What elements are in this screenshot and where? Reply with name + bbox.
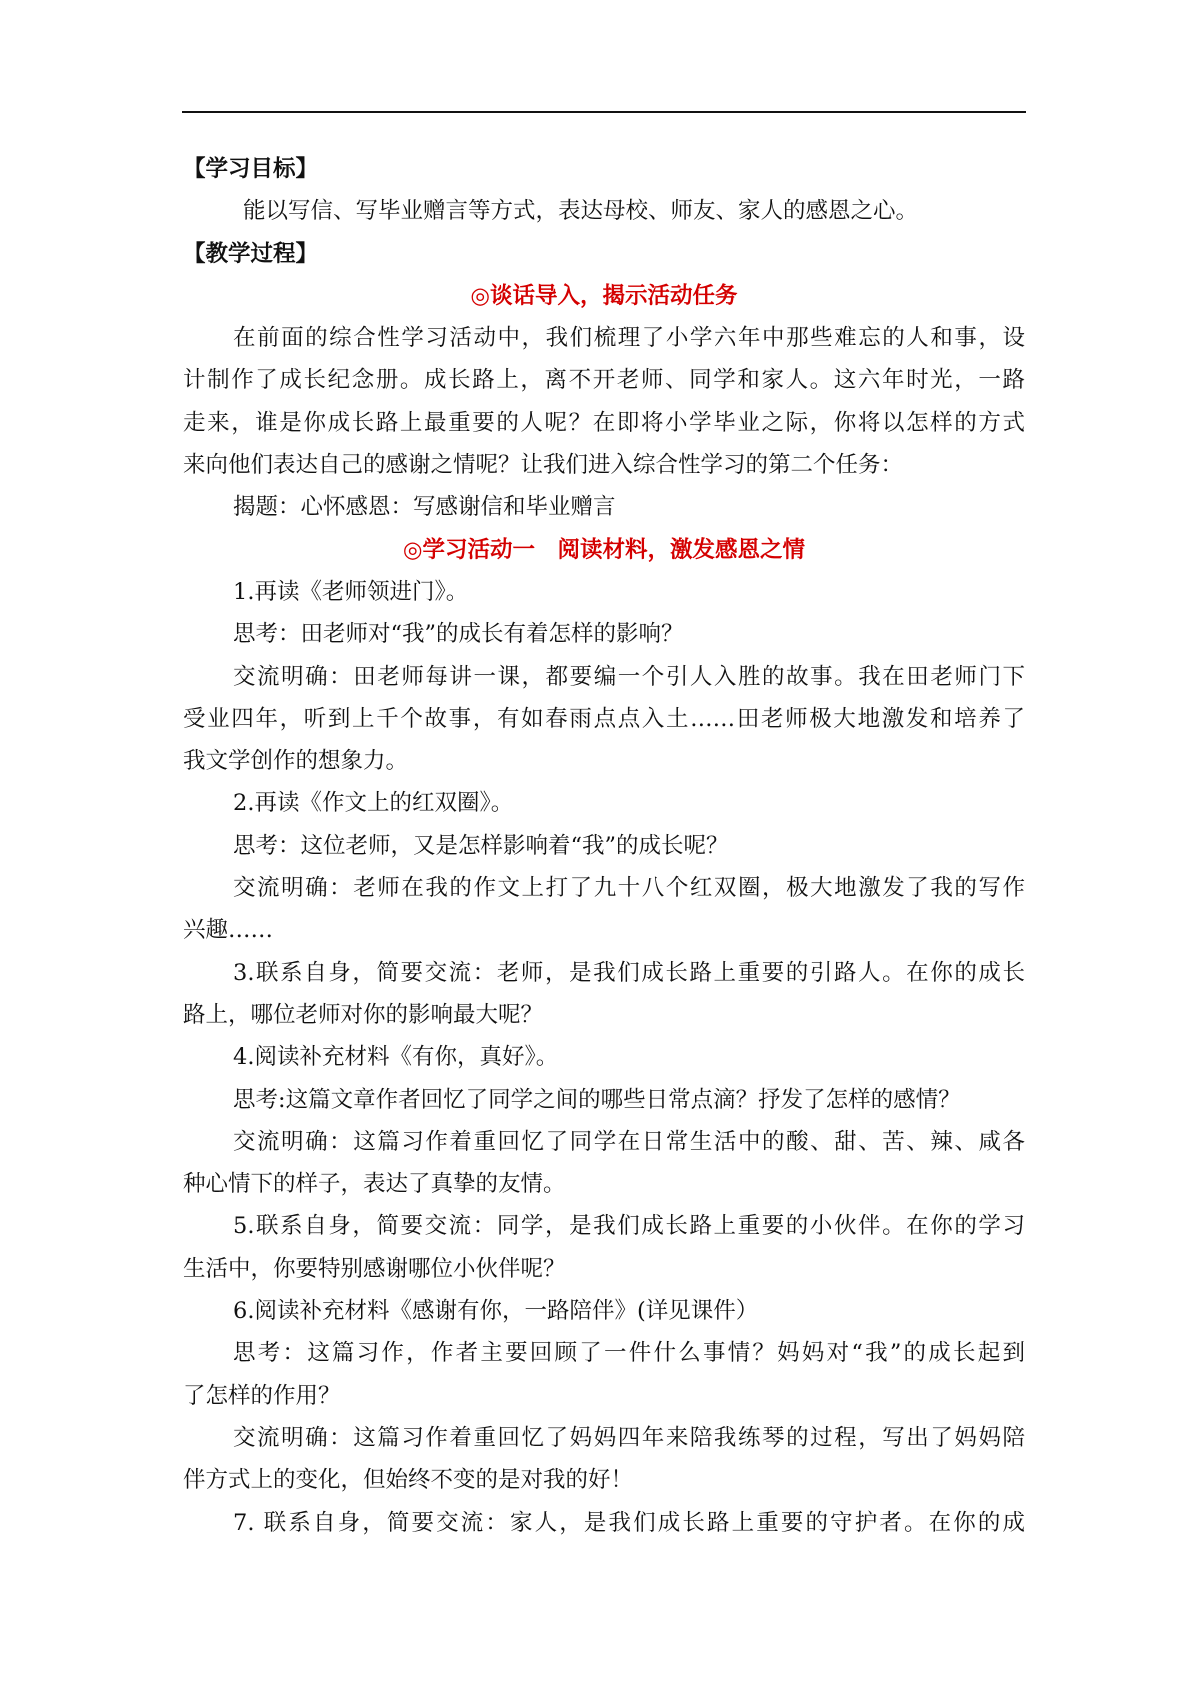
section-title-activity-one: ◎学习活动一 阅读材料，激发感恩之情 bbox=[402, 536, 806, 563]
item-2-answer-line-1: 交流明确：老师在我的作文上打了九十八个红双圈，极大地激发了我的写作 bbox=[233, 875, 1025, 902]
intro-line-1: 在前面的综合性学习活动中，我们梳理了小学六年中那些难忘的人和事，设 bbox=[233, 325, 1025, 352]
intro-line-4: 来向他们表达自己的感谢之情呢？让我们进入综合性学习的第二个任务： bbox=[183, 452, 904, 479]
item-6-answer-line-1: 交流明确：这篇习作着重回忆了妈妈四年来陪我练琴的过程，写出了妈妈陪 bbox=[233, 1424, 1025, 1451]
heading-teaching-process: 【教学过程】 bbox=[183, 240, 319, 267]
item-3-line-1: 3.联系自身，简要交流：老师，是我们成长路上重要的引路人。在你的成长 bbox=[233, 959, 1025, 986]
item-2: 2.再读《作文上的红双圈》。 bbox=[233, 790, 514, 817]
section-title-intro: ◎谈话导入，揭示活动任务 bbox=[470, 282, 738, 309]
item-6-answer-line-2: 伴方式上的变化，但始终不变的是对我的好！ bbox=[183, 1467, 634, 1494]
item-1-think: 思考：田老师对“我”的成长有着怎样的影响？ bbox=[233, 621, 684, 648]
item-1: 1.再读《老师领进门》。 bbox=[233, 578, 469, 605]
item-4: 4.阅读补充材料《有你，真好》。 bbox=[233, 1044, 559, 1071]
item-7: 7. 联系自身，简要交流：家人，是我们成长路上重要的守护者。在你的成 bbox=[233, 1509, 1025, 1536]
goal-text: 能以写信、写毕业赠言等方式，表达母校、师友、家人的感恩之心。 bbox=[243, 198, 919, 225]
item-3-line-2: 路上，哪位老师对你的影响最大呢？ bbox=[183, 1001, 544, 1028]
document-body bbox=[183, 148, 1025, 1544]
item-4-answer-line-2: 种心情下的样子，表达了真挚的友情。 bbox=[183, 1171, 566, 1198]
item-4-answer-line-1: 交流明确：这篇习作着重回忆了同学在日常生活中的酸、甜、苦、辣、咸各 bbox=[233, 1128, 1025, 1155]
intro-line-2: 计制作了成长纪念册。成长路上，离不开老师、同学和家人。这六年时光，一路 bbox=[183, 367, 1025, 394]
item-1-answer-line-2: 受业四年，听到上千个故事，有如春雨点点入土……田老师极大地激发和培养了 bbox=[183, 705, 1025, 732]
topic-line: 揭题：心怀感恩：写感谢信和毕业赠言 bbox=[233, 494, 616, 521]
item-1-answer-line-3: 我文学创作的想象力。 bbox=[183, 748, 409, 775]
item-5-line-2: 生活中，你要特别感谢哪位小伙伴呢？ bbox=[183, 1255, 566, 1282]
item-6-think-line-2: 了怎样的作用？ bbox=[183, 1382, 341, 1409]
heading-learning-goal: 【学习目标】 bbox=[183, 156, 319, 182]
item-2-answer-line-2: 兴趣…… bbox=[183, 917, 274, 944]
header-rule bbox=[182, 111, 1026, 113]
item-6: 6.阅读补充材料《感谢有你，一路陪伴》(详见课件） bbox=[233, 1298, 759, 1325]
item-2-think: 思考：这位老师，又是怎样影响着“我”的成长呢？ bbox=[233, 832, 729, 859]
item-4-think: 思考:这篇文章作者回忆了同学之间的哪些日常点滴？抒发了怎样的感情？ bbox=[233, 1086, 961, 1113]
item-1-answer-line-1: 交流明确：田老师每讲一课，都要编一个引人入胜的故事。我在田老师门下 bbox=[233, 663, 1025, 690]
item-6-think-line-1: 思考：这篇习作，作者主要回顾了一件什么事情？妈妈对“我”的成长起到 bbox=[233, 1340, 1025, 1367]
intro-line-3: 走来，谁是你成长路上最重要的人呢？在即将小学毕业之际，你将以怎样的方式 bbox=[183, 409, 1025, 436]
item-5-line-1: 5.联系自身，简要交流：同学，是我们成长路上重要的小伙伴。在你的学习 bbox=[233, 1213, 1025, 1240]
